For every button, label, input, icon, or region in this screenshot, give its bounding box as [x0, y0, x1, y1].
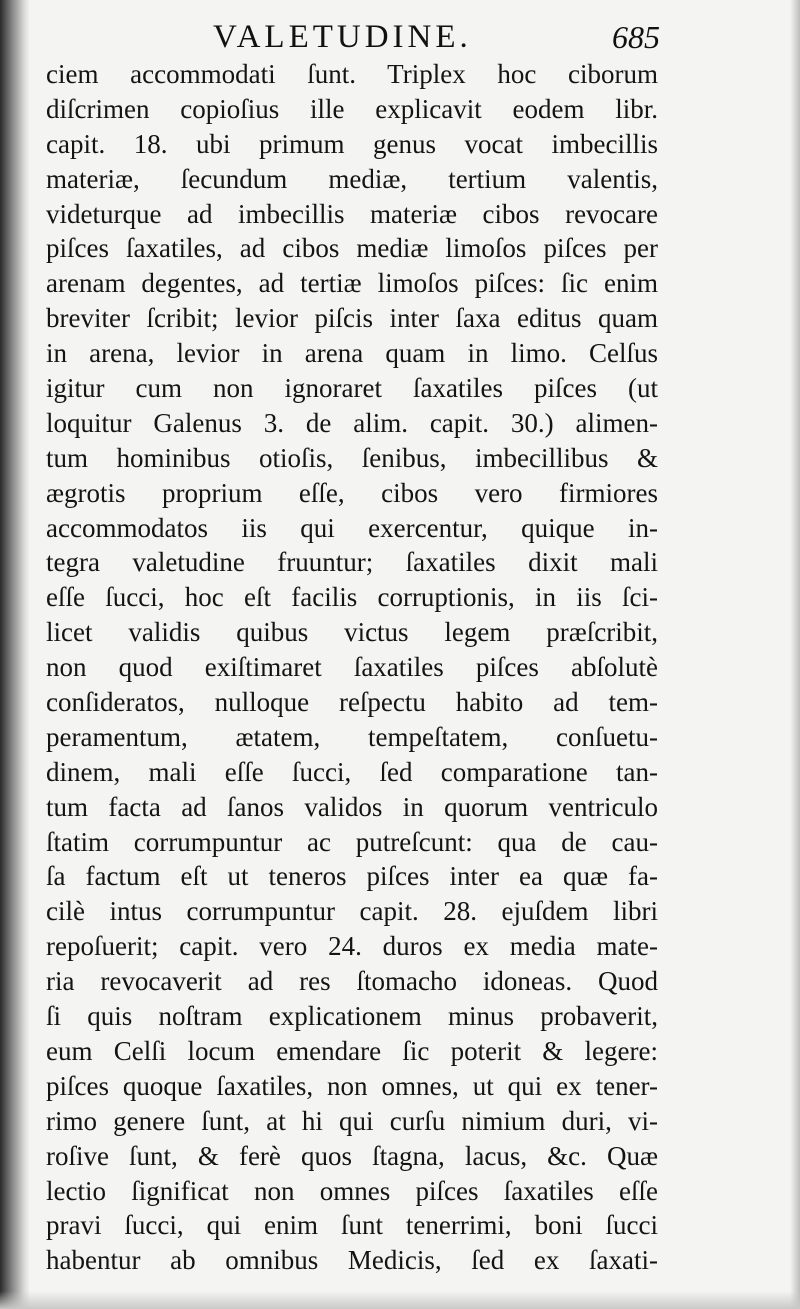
- text-line: breviter ſcribit; levior piſcis inter ſaxa editus quam: [46, 303, 658, 334]
- text-line: materiæ, ſecundum mediæ, tertium valentis,: [46, 163, 658, 194]
- text-line: igitur cum non ignoraret ſaxatiles piſces (ut: [46, 373, 658, 404]
- text-line: tum facta ad ſanos validos in quorum ventriculo: [46, 791, 658, 822]
- text-line: videturque ad imbecillis materiæ cibos revocare: [46, 198, 658, 229]
- text-line: cilè intus corrumpuntur capit. 28. ejuſdem libri: [46, 896, 658, 927]
- text-line: tum hominibus otioſis, ſenibus, imbecillibus &: [46, 442, 658, 473]
- text-line: piſces quoque ſaxatiles, non omnes, ut qui ex tener-: [46, 1070, 658, 1101]
- text-line: accommodatos iis qui exercentur, quique in-: [46, 512, 658, 543]
- text-line: ægrotis proprium eſſe, cibos vero firmiores: [46, 477, 658, 508]
- text-line: ſi quis noſtram explicationem minus probaverit,: [46, 1001, 658, 1032]
- page-edge-shadow: [790, 0, 800, 1309]
- text-line: eſſe ſucci, hoc eſt facilis corruptionis, in iis ſci-: [46, 582, 658, 613]
- text-line: dinem, mali eſſe ſucci, ſed comparatione tan-: [46, 756, 658, 787]
- text-line: tegra valetudine fruuntur; ſaxatiles dixit mali: [46, 547, 658, 578]
- text-line: lectio ſignificat non omnes piſces ſaxatiles eſſe: [46, 1175, 658, 1206]
- text-line: habentur ab omnibus Medicis, ſed ex ſaxati-: [46, 1245, 658, 1276]
- text-line: ſa factum eſt ut teneros piſces inter ea quæ fa-: [46, 861, 658, 892]
- body-text: [46, 57, 658, 1278]
- text-line: eum Celſi locum emendare ſic poterit & legere:: [46, 1035, 658, 1066]
- text-line: arenam degentes, ad tertiæ limoſos piſces: ſic enim: [46, 268, 658, 299]
- text-line: ria revocaverit ad res ſtomacho idoneas. Quod: [46, 966, 658, 997]
- text-line: repoſuerit; capit. vero 24. duros ex media mate-: [46, 931, 658, 962]
- running-head: [0, 18, 800, 56]
- running-title: VALETUDINE.: [213, 19, 472, 55]
- text-line: peramentum, ætatem, tempeſtatem, conſuetu-: [46, 721, 658, 752]
- text-line: non quod exiſtimaret ſaxatiles piſces abſolutè: [46, 652, 658, 683]
- text-line: licet validis quibus victus legem præſcribit,: [46, 617, 658, 648]
- page-bottom-shadow: [0, 1291, 800, 1309]
- text-line: capit. 18. ubi primum genus vocat imbecillis: [46, 128, 658, 159]
- text-line: diſcrimen copioſius ille explicavit eodem libr.: [46, 93, 658, 124]
- text-line: conſideratos, nulloque reſpectu habito ad tem-: [46, 687, 658, 718]
- text-line: loquitur Galenus 3. de alim. capit. 30.) alimen-: [46, 407, 658, 438]
- text-line: ciem accommodati ſunt. Triplex hoc ciborum: [46, 59, 658, 89]
- text-line: ſtatim corrumpuntur ac putreſcunt: qua de cau-: [46, 826, 658, 857]
- text-line: roſive ſunt, & ferè quos ſtagna, lacus, &c. Quæ: [46, 1140, 658, 1171]
- text-line: in arena, levior in arena quam in limo. Celſus: [46, 338, 658, 369]
- text-line: pravi ſucci, qui enim ſunt tenerrimi, boni ſucci: [46, 1210, 658, 1241]
- page-number: 685: [612, 19, 660, 55]
- binding-shadow: [0, 0, 30, 1309]
- text-line: rimo genere ſunt, at hi qui curſu nimium duri, vi-: [46, 1105, 658, 1136]
- text-line: piſces ſaxatiles, ad cibos mediæ limoſos piſces per: [46, 233, 658, 264]
